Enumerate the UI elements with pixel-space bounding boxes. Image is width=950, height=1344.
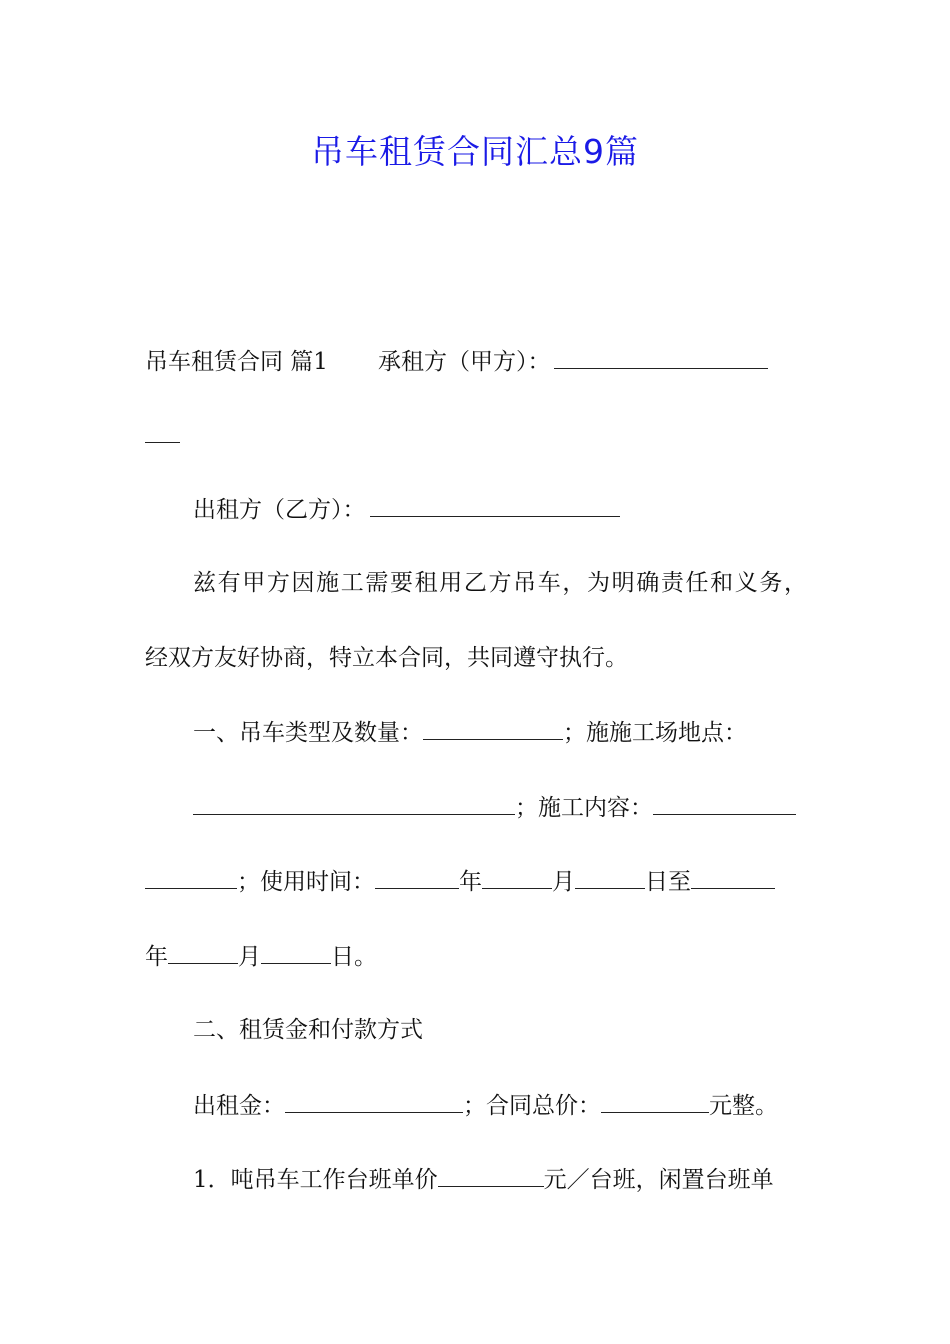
preamble-line-1: 兹有甲方因施工需要租用乙方吊车，为明确责任和义务， [193,570,807,596]
end-month-blank [168,941,238,964]
start-day-blank [575,866,645,889]
item1-line-1 [193,717,807,747]
item1-line-4 [145,941,807,971]
item1-line-2 [193,792,807,822]
party-b-label: 出租方（乙方）： [193,497,366,523]
total-blank [601,1090,709,1113]
time-label: ；使用时间： [237,869,375,895]
party-a-blank-continued [145,420,180,443]
unit-price-line [193,1164,807,1194]
party-a-blank-cont [145,420,807,450]
crane-type-blank [423,717,563,740]
document-title: 吊车租赁合同汇总9篇 [311,132,639,171]
item2-heading: 二、租赁金和付款方式 [193,1017,423,1043]
end-day-blank [261,941,331,964]
content-label: ；施工内容： [515,795,653,821]
day-to-char: 日至 [645,869,691,895]
year-char: 年 [459,869,482,895]
crane-type-label: 一、吊车类型及数量： [193,720,423,746]
site-label: ；施施工场地点： [563,720,747,746]
total-unit: 元整。 [709,1093,778,1119]
end-month-char: 月 [238,944,261,970]
site-blank [193,792,515,815]
unit-price-blank [438,1164,544,1187]
start-year-blank [375,866,459,889]
end-year-blank [691,866,775,889]
party-b-blank [370,494,620,517]
end-year-char: 年 [145,944,168,970]
party-a-blank [554,346,768,369]
contract-heading: 吊车租赁合同 篇1 [145,349,328,375]
preamble-line-2: 经双方友好协商，特立本合同，共同遵守执行。 [145,645,628,671]
end-day-char: 日。 [331,944,377,970]
total-label: ；合同总价： [463,1093,601,1119]
content-blank-continued [145,866,237,889]
content-blank [653,792,796,815]
unit-price-text-a: 1．吨吊车工作台班单价 [193,1167,438,1193]
party-b-line [193,494,807,524]
rent-blank [285,1090,463,1113]
rent-label: 出租金： [193,1093,285,1119]
month-char: 月 [552,869,575,895]
rent-line [193,1090,807,1120]
party-a-line [145,346,807,376]
start-month-blank [482,866,552,889]
item1-line-3 [145,866,807,896]
unit-price-text-b: 元／台班，闲置台班单 [543,1167,774,1193]
party-a-label: 承租方（甲方）： [377,349,551,375]
